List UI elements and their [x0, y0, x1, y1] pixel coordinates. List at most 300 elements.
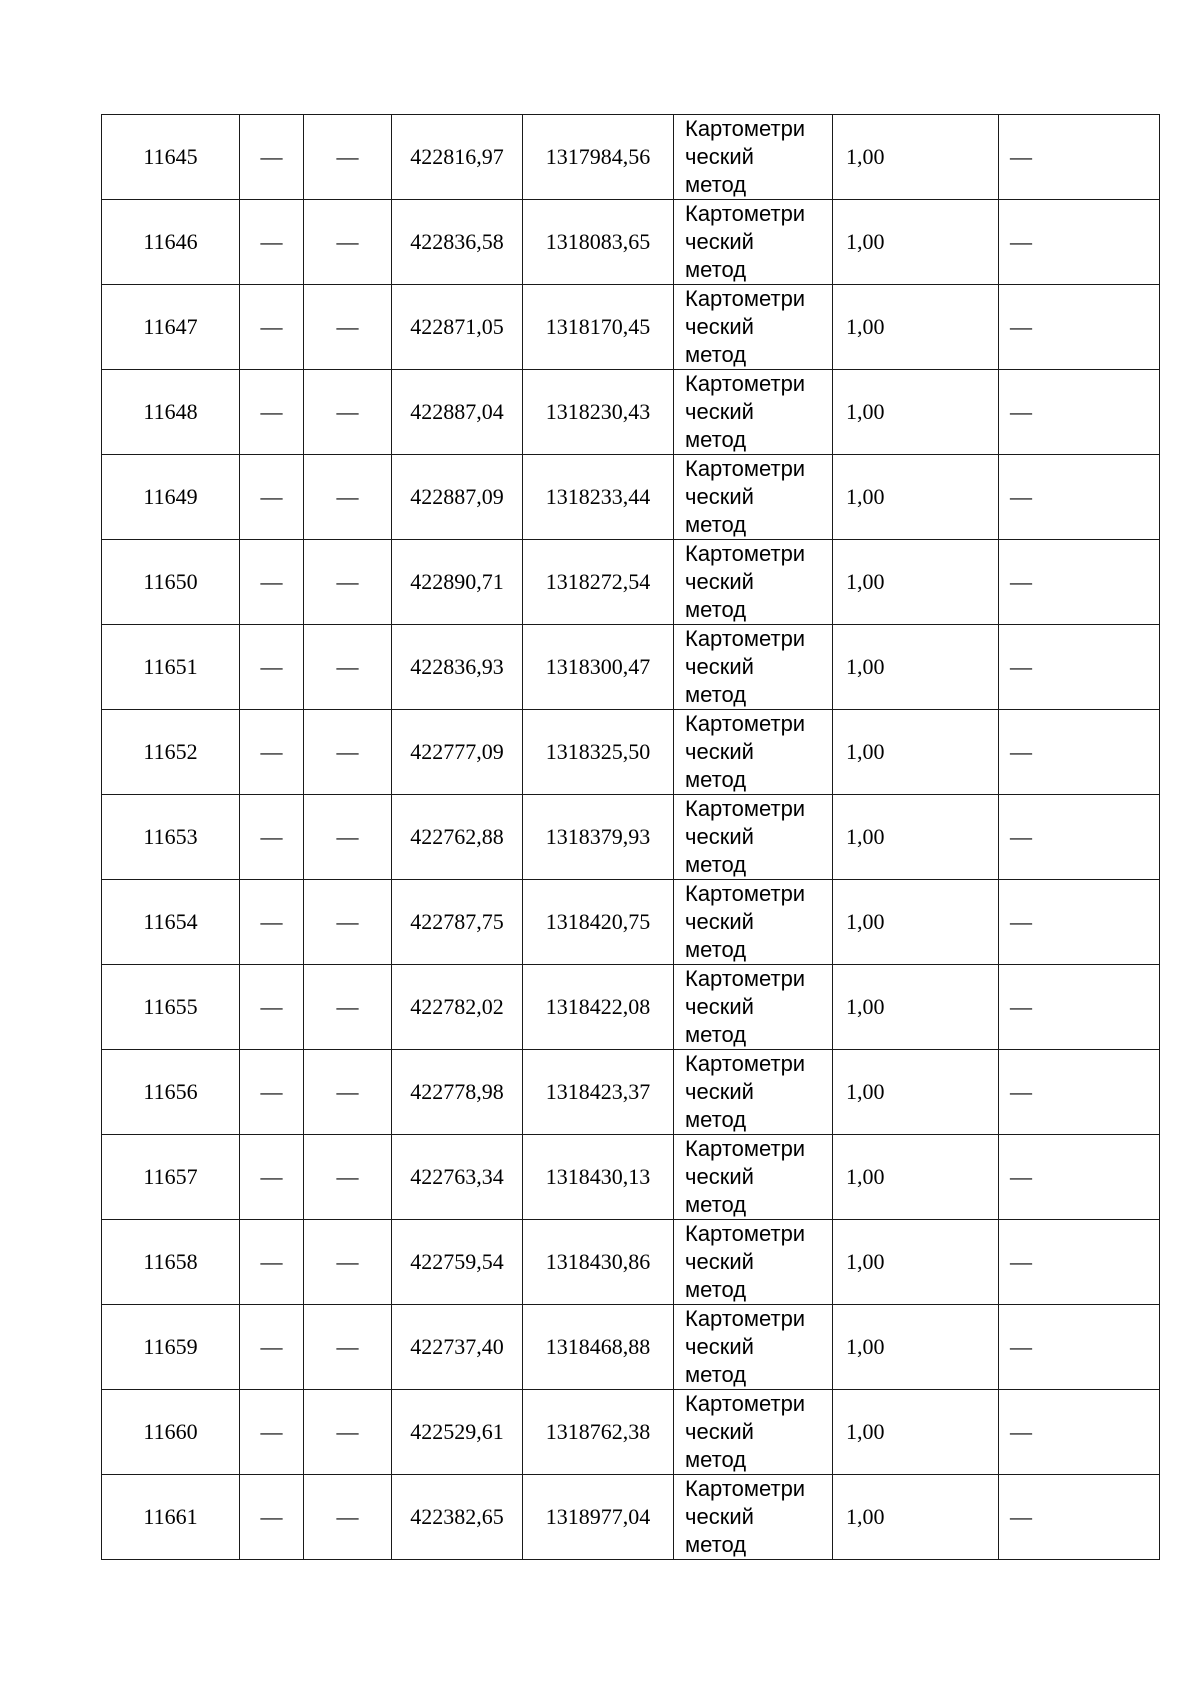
y-coordinate-cell: [523, 1305, 674, 1390]
point-number-cell: [102, 285, 240, 370]
method-text-line: метод: [685, 1022, 747, 1047]
empty-dash-cell: [999, 710, 1160, 795]
method-text-line: Картометри: [685, 1051, 806, 1076]
y-coordinate: 1317984,56: [545, 144, 651, 169]
y-coordinate-cell: [523, 455, 674, 540]
y-coordinate: 1318762,38: [545, 1419, 651, 1444]
empty-dash-cell: [304, 880, 392, 965]
method-text-line: метод: [685, 852, 747, 877]
empty-dash-cell: [240, 540, 304, 625]
x-coordinate: 422871,05: [410, 314, 504, 339]
method-text-line: Картометри: [685, 286, 806, 311]
dash-value: —: [336, 1249, 359, 1274]
x-coordinate-cell: [392, 1390, 523, 1475]
dash-value: —: [260, 824, 283, 849]
accuracy-value: 1,00: [846, 1164, 885, 1189]
dash-value: —: [1010, 1334, 1032, 1359]
empty-dash-cell: [999, 1135, 1160, 1220]
x-coordinate: 422836,93: [410, 654, 504, 679]
accuracy-cell: [833, 370, 999, 455]
table-row: [102, 1220, 1160, 1305]
empty-dash-cell: [999, 1305, 1160, 1390]
table-row: [102, 1305, 1160, 1390]
dash-value: —: [336, 144, 359, 169]
x-coordinate: 422529,61: [410, 1419, 504, 1444]
method-text-line: метод: [685, 767, 747, 792]
empty-dash-cell: [999, 880, 1160, 965]
y-coordinate-cell: [523, 1475, 674, 1560]
y-coordinate: 1318233,44: [545, 484, 651, 509]
method-cell: [674, 200, 833, 285]
y-coordinate-cell: [523, 965, 674, 1050]
dash-value: —: [260, 1419, 283, 1444]
empty-dash-cell: [999, 455, 1160, 540]
y-coordinate-cell: [523, 115, 674, 200]
x-coordinate-cell: [392, 625, 523, 710]
method-cell: [674, 285, 833, 370]
empty-dash-cell: [240, 115, 304, 200]
method-text-line: Картометри: [685, 881, 806, 906]
point-number-cell: [102, 1135, 240, 1220]
table-row: [102, 200, 1160, 285]
dash-value: —: [1010, 314, 1032, 339]
empty-dash-cell: [304, 200, 392, 285]
dash-value: —: [336, 399, 359, 424]
accuracy-value: 1,00: [846, 229, 885, 254]
accuracy-value: 1,00: [846, 484, 885, 509]
point-number: 11646: [143, 229, 198, 254]
method-text-line: Картометри: [685, 1136, 806, 1161]
dash-value: —: [1010, 1079, 1032, 1104]
empty-dash-cell: [999, 1475, 1160, 1560]
dash-value: —: [1010, 144, 1032, 169]
empty-dash-cell: [999, 965, 1160, 1050]
y-coordinate-cell: [523, 710, 674, 795]
method-cell: [674, 455, 833, 540]
method-text-line: ческий: [685, 229, 754, 254]
table-row: [102, 880, 1160, 965]
method-text-line: метод: [685, 512, 747, 537]
x-coordinate: 422887,04: [410, 399, 504, 424]
table-body: [102, 115, 1160, 1560]
empty-dash-cell: [304, 1475, 392, 1560]
y-coordinate: 1318430,13: [545, 1164, 651, 1189]
table-row: [102, 1390, 1160, 1475]
dash-value: —: [260, 654, 283, 679]
dash-value: —: [1010, 399, 1032, 424]
method-text-line: метод: [685, 1192, 747, 1217]
point-number-cell: [102, 1050, 240, 1135]
x-coordinate: 422777,09: [410, 739, 504, 764]
dash-value: —: [1010, 909, 1032, 934]
method-text-line: Картометри: [685, 626, 806, 651]
point-number-cell: [102, 370, 240, 455]
method-text-line: метод: [685, 1447, 747, 1472]
method-text-line: ческий: [685, 1164, 754, 1189]
x-coordinate: 422382,65: [410, 1504, 504, 1529]
method-text-line: Картометри: [685, 966, 806, 991]
accuracy-value: 1,00: [846, 399, 885, 424]
method-cell: [674, 1050, 833, 1135]
dash-value: —: [260, 399, 283, 424]
table-row: [102, 540, 1160, 625]
point-number: 11654: [143, 909, 198, 934]
dash-value: —: [260, 1334, 283, 1359]
point-number: 11647: [143, 314, 198, 339]
table-row: [102, 1050, 1160, 1135]
empty-dash-cell: [999, 200, 1160, 285]
empty-dash-cell: [304, 965, 392, 1050]
x-coordinate-cell: [392, 1305, 523, 1390]
empty-dash-cell: [240, 1050, 304, 1135]
method-text-line: метод: [685, 937, 747, 962]
accuracy-cell: [833, 1475, 999, 1560]
accuracy-value: 1,00: [846, 1334, 885, 1359]
accuracy-cell: [833, 965, 999, 1050]
empty-dash-cell: [240, 1135, 304, 1220]
point-number-cell: [102, 455, 240, 540]
dash-value: —: [1010, 1249, 1032, 1274]
y-coordinate: 1318423,37: [545, 1079, 651, 1104]
point-number: 11648: [143, 399, 198, 424]
method-text-line: ческий: [685, 314, 754, 339]
point-number-cell: [102, 710, 240, 795]
method-cell: [674, 1390, 833, 1475]
point-number: 11650: [143, 569, 198, 594]
dash-value: —: [260, 1164, 283, 1189]
method-text-line: ческий: [685, 144, 754, 169]
x-coordinate: 422778,98: [410, 1079, 504, 1104]
accuracy-cell: [833, 880, 999, 965]
method-text-line: ческий: [685, 909, 754, 934]
method-text-line: метод: [685, 682, 747, 707]
x-coordinate: 422737,40: [410, 1334, 504, 1359]
method-text-line: метод: [685, 1277, 747, 1302]
point-number-cell: [102, 200, 240, 285]
accuracy-cell: [833, 1050, 999, 1135]
method-cell: [674, 1135, 833, 1220]
empty-dash-cell: [304, 540, 392, 625]
empty-dash-cell: [240, 625, 304, 710]
empty-dash-cell: [304, 1135, 392, 1220]
x-coordinate: 422887,09: [410, 484, 504, 509]
y-coordinate: 1318420,75: [545, 909, 651, 934]
point-number: 11652: [143, 739, 198, 764]
method-text-line: метод: [685, 1362, 747, 1387]
dash-value: —: [260, 994, 283, 1019]
method-text-line: метод: [685, 342, 747, 367]
accuracy-value: 1,00: [846, 569, 885, 594]
dash-value: —: [336, 484, 359, 509]
x-coordinate-cell: [392, 880, 523, 965]
empty-dash-cell: [999, 625, 1160, 710]
dash-value: —: [336, 824, 359, 849]
x-coordinate-cell: [392, 710, 523, 795]
dash-value: —: [260, 1249, 283, 1274]
dash-value: —: [260, 909, 283, 934]
method-cell: [674, 540, 833, 625]
point-number: 11659: [143, 1334, 198, 1359]
x-coordinate: 422759,54: [410, 1249, 504, 1274]
method-text-line: ческий: [685, 569, 754, 594]
table-row: [102, 710, 1160, 795]
dash-value: —: [260, 1079, 283, 1104]
point-number-cell: [102, 880, 240, 965]
empty-dash-cell: [240, 1390, 304, 1475]
y-coordinate-cell: [523, 540, 674, 625]
table-row: [102, 965, 1160, 1050]
coordinates-table: [101, 114, 1160, 1560]
y-coordinate: 1318272,54: [545, 569, 651, 594]
table-row: [102, 370, 1160, 455]
y-coordinate-cell: [523, 880, 674, 965]
empty-dash-cell: [999, 1220, 1160, 1305]
x-coordinate-cell: [392, 200, 523, 285]
method-text-line: ческий: [685, 484, 754, 509]
method-cell: [674, 1220, 833, 1305]
accuracy-value: 1,00: [846, 1504, 885, 1529]
dash-value: —: [1010, 1504, 1032, 1529]
empty-dash-cell: [999, 1050, 1160, 1135]
accuracy-value: 1,00: [846, 1079, 885, 1104]
y-coordinate-cell: [523, 285, 674, 370]
dash-value: —: [1010, 824, 1032, 849]
x-coordinate-cell: [392, 795, 523, 880]
method-text-line: ческий: [685, 739, 754, 764]
method-cell: [674, 370, 833, 455]
accuracy-cell: [833, 115, 999, 200]
empty-dash-cell: [240, 710, 304, 795]
x-coordinate-cell: [392, 1135, 523, 1220]
method-cell: [674, 1475, 833, 1560]
empty-dash-cell: [240, 795, 304, 880]
accuracy-value: 1,00: [846, 909, 885, 934]
accuracy-cell: [833, 1220, 999, 1305]
point-number-cell: [102, 1220, 240, 1305]
point-number: 11661: [143, 1504, 198, 1529]
point-number: 11655: [143, 994, 198, 1019]
accuracy-cell: [833, 1135, 999, 1220]
y-coordinate: 1318230,43: [545, 399, 651, 424]
y-coordinate: 1318468,88: [545, 1334, 651, 1359]
y-coordinate: 1318300,47: [545, 654, 651, 679]
accuracy-cell: [833, 1305, 999, 1390]
dash-value: —: [336, 994, 359, 1019]
dash-value: —: [336, 909, 359, 934]
dash-value: —: [260, 569, 283, 594]
dash-value: —: [260, 314, 283, 339]
empty-dash-cell: [240, 455, 304, 540]
y-coordinate-cell: [523, 1135, 674, 1220]
table-row: [102, 285, 1160, 370]
empty-dash-cell: [240, 1305, 304, 1390]
empty-dash-cell: [304, 1390, 392, 1475]
y-coordinate: 1318379,93: [545, 824, 651, 849]
method-cell: [674, 625, 833, 710]
point-number-cell: [102, 1475, 240, 1560]
method-text-line: метод: [685, 427, 747, 452]
x-coordinate-cell: [392, 965, 523, 1050]
accuracy-cell: [833, 710, 999, 795]
point-number: 11645: [143, 144, 198, 169]
dash-value: —: [336, 1419, 359, 1444]
empty-dash-cell: [304, 625, 392, 710]
x-coordinate-cell: [392, 1220, 523, 1305]
point-number-cell: [102, 965, 240, 1050]
accuracy-cell: [833, 795, 999, 880]
y-coordinate: 1318422,08: [545, 994, 651, 1019]
x-coordinate-cell: [392, 1050, 523, 1135]
method-text-line: метод: [685, 597, 747, 622]
method-text-line: метод: [685, 172, 747, 197]
x-coordinate: 422782,02: [410, 994, 504, 1019]
table-row: [102, 625, 1160, 710]
x-coordinate: 422836,58: [410, 229, 504, 254]
x-coordinate-cell: [392, 285, 523, 370]
method-text-line: Картометри: [685, 116, 806, 141]
empty-dash-cell: [999, 115, 1160, 200]
dash-value: —: [336, 1334, 359, 1359]
empty-dash-cell: [240, 880, 304, 965]
accuracy-value: 1,00: [846, 1419, 885, 1444]
x-coordinate: 422787,75: [410, 909, 504, 934]
table-row: [102, 795, 1160, 880]
x-coordinate-cell: [392, 455, 523, 540]
method-text-line: Картометри: [685, 541, 806, 566]
accuracy-cell: [833, 200, 999, 285]
empty-dash-cell: [304, 370, 392, 455]
empty-dash-cell: [304, 1305, 392, 1390]
dash-value: —: [1010, 484, 1032, 509]
point-number: 11660: [143, 1419, 198, 1444]
y-coordinate-cell: [523, 1390, 674, 1475]
empty-dash-cell: [240, 965, 304, 1050]
method-text-line: ческий: [685, 654, 754, 679]
point-number: 11657: [143, 1164, 198, 1189]
empty-dash-cell: [999, 795, 1160, 880]
method-text-line: метод: [685, 1532, 747, 1557]
empty-dash-cell: [999, 370, 1160, 455]
dash-value: —: [1010, 994, 1032, 1019]
y-coordinate: 1318325,50: [545, 739, 651, 764]
x-coordinate: 422816,97: [410, 144, 504, 169]
method-text-line: Картометри: [685, 1306, 806, 1331]
y-coordinate-cell: [523, 370, 674, 455]
dash-value: —: [260, 229, 283, 254]
empty-dash-cell: [999, 285, 1160, 370]
method-text-line: Картометри: [685, 711, 806, 736]
empty-dash-cell: [240, 200, 304, 285]
empty-dash-cell: [240, 1475, 304, 1560]
accuracy-cell: [833, 285, 999, 370]
table-row: [102, 1135, 1160, 1220]
accuracy-value: 1,00: [846, 314, 885, 339]
method-text-line: ческий: [685, 994, 754, 1019]
empty-dash-cell: [304, 285, 392, 370]
y-coordinate-cell: [523, 1050, 674, 1135]
dash-value: —: [336, 229, 359, 254]
accuracy-value: 1,00: [846, 994, 885, 1019]
empty-dash-cell: [240, 1220, 304, 1305]
x-coordinate-cell: [392, 540, 523, 625]
method-cell: [674, 1305, 833, 1390]
y-coordinate-cell: [523, 625, 674, 710]
method-text-line: ческий: [685, 1249, 754, 1274]
dash-value: —: [1010, 739, 1032, 764]
dash-value: —: [336, 314, 359, 339]
dash-value: —: [336, 1079, 359, 1104]
empty-dash-cell: [999, 1390, 1160, 1475]
empty-dash-cell: [304, 710, 392, 795]
empty-dash-cell: [240, 370, 304, 455]
method-text-line: Картометри: [685, 201, 806, 226]
method-cell: [674, 795, 833, 880]
y-coordinate-cell: [523, 1220, 674, 1305]
dash-value: —: [260, 739, 283, 764]
dash-value: —: [336, 569, 359, 594]
y-coordinate: 1318430,86: [545, 1249, 651, 1274]
x-coordinate-cell: [392, 115, 523, 200]
dash-value: —: [1010, 1164, 1032, 1189]
y-coordinate-cell: [523, 795, 674, 880]
empty-dash-cell: [304, 115, 392, 200]
dash-value: —: [336, 1164, 359, 1189]
x-coordinate-cell: [392, 1475, 523, 1560]
point-number: 11658: [143, 1249, 198, 1274]
method-text-line: ческий: [685, 1334, 754, 1359]
dash-value: —: [1010, 569, 1032, 594]
accuracy-value: 1,00: [846, 654, 885, 679]
method-text-line: ческий: [685, 399, 754, 424]
accuracy-cell: [833, 1390, 999, 1475]
accuracy-cell: [833, 625, 999, 710]
method-text-line: ческий: [685, 824, 754, 849]
point-number-cell: [102, 1390, 240, 1475]
accuracy-value: 1,00: [846, 1249, 885, 1274]
method-text-line: Картометри: [685, 1476, 806, 1501]
dash-value: —: [336, 1504, 359, 1529]
method-cell: [674, 965, 833, 1050]
dash-value: —: [260, 144, 283, 169]
dash-value: —: [336, 739, 359, 764]
dash-value: —: [260, 484, 283, 509]
point-number: 11649: [143, 484, 198, 509]
empty-dash-cell: [304, 1220, 392, 1305]
y-coordinate: 1318977,04: [545, 1504, 651, 1529]
accuracy-cell: [833, 455, 999, 540]
accuracy-value: 1,00: [846, 739, 885, 764]
point-number-cell: [102, 115, 240, 200]
empty-dash-cell: [240, 285, 304, 370]
y-coordinate: 1318170,45: [545, 314, 651, 339]
empty-dash-cell: [304, 795, 392, 880]
dash-value: —: [1010, 1419, 1032, 1444]
method-cell: [674, 115, 833, 200]
method-cell: [674, 710, 833, 795]
method-text-line: ческий: [685, 1419, 754, 1444]
dash-value: —: [1010, 654, 1032, 679]
method-text-line: Картометри: [685, 371, 806, 396]
point-number: 11651: [143, 654, 198, 679]
dash-value: —: [336, 654, 359, 679]
method-text-line: Картометри: [685, 456, 806, 481]
table-row: [102, 1475, 1160, 1560]
method-text-line: ческий: [685, 1079, 754, 1104]
point-number-cell: [102, 795, 240, 880]
dash-value: —: [1010, 229, 1032, 254]
table-row: [102, 115, 1160, 200]
x-coordinate: 422762,88: [410, 824, 504, 849]
